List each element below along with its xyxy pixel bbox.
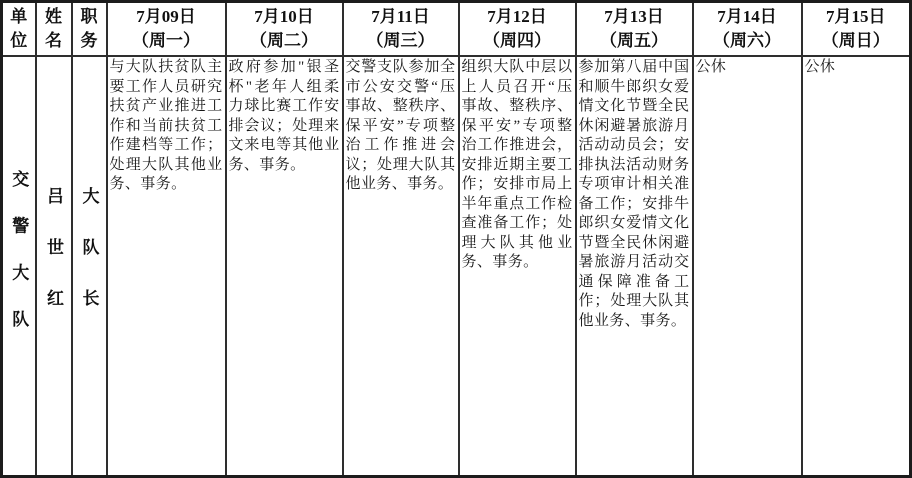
header-cell-name: 姓名 — [36, 2, 72, 57]
schedule-cell-thu: 组织大队中层以上人员召开“压事故、整秩序、保平安”专项整治工作推进会，安排近期主要工作；安排市局上半年重点工作检查准备工作；处理大队其他业务、事务。 — [459, 56, 576, 477]
schedule-cell-fri: 参加第八届中国和顺牛郎织女爱情文化节暨全民休闲避暑旅游月活动动员会；安排执法活动财务专项审计相关准备工作；安排牛郎织女爱情文化节暨全民休闲避暑旅游月活动交通保障准备工作；处理大队其他业务、事务。 — [576, 56, 693, 477]
day-date: 7月13日 — [604, 7, 664, 26]
day-header-sat — [693, 2, 802, 57]
day-date: 7月12日 — [487, 7, 547, 26]
schedule-cell-sun: 公休 — [802, 56, 911, 477]
header-cell-unit: 单位 — [2, 2, 36, 57]
day-week: （周日） — [821, 31, 890, 50]
day-header-wed — [343, 2, 459, 57]
name-label: 吕世红 — [44, 187, 63, 340]
day-header-thu — [459, 2, 576, 57]
schedule-cell-wed: 交警支队参加全市公安交警“压事故、整秩序、保平安”专项整治工作推进会议；处理大队其他业务、事务。 — [343, 56, 459, 477]
position-cell — [72, 56, 107, 477]
day-date: 7月14日 — [717, 7, 777, 26]
day-week: （周五） — [600, 31, 668, 50]
schedule-cell-sat: 公休 — [693, 56, 802, 477]
unit-cell — [2, 56, 36, 477]
duty-row — [2, 56, 911, 477]
day-date: 7月09日 — [136, 7, 196, 26]
day-date: 7月11日 — [371, 7, 430, 26]
day-header-sun — [802, 2, 911, 57]
header-row — [2, 2, 911, 57]
day-week: （周四） — [483, 31, 551, 50]
day-week: （周一） — [132, 31, 200, 50]
day-date: 7月10日 — [254, 7, 314, 26]
name-cell — [36, 56, 72, 477]
day-header-tue — [226, 2, 343, 57]
day-week: （周六） — [713, 31, 781, 50]
day-week: （周三） — [366, 31, 435, 50]
schedule-cell-tue: 政府参加"银圣杯"老年人组柔力球比赛工作安排会议；处理来文来电等其他业务、事务。 — [226, 56, 343, 477]
position-label: 大队长 — [79, 187, 99, 340]
day-date: 7月15日 — [826, 7, 886, 26]
day-header-fri — [576, 2, 693, 57]
day-header-mon — [107, 2, 226, 57]
day-week: （周二） — [250, 31, 318, 50]
header-cell-position: 职务 — [72, 2, 107, 57]
schedule-cell-mon: 与大队扶贫队主要工作人员研究扶贫产业推进工作和当前扶贫工作建档等工作；处理大队其他业务、事务。 — [107, 56, 226, 477]
unit-label: 交警大队 — [9, 170, 29, 357]
